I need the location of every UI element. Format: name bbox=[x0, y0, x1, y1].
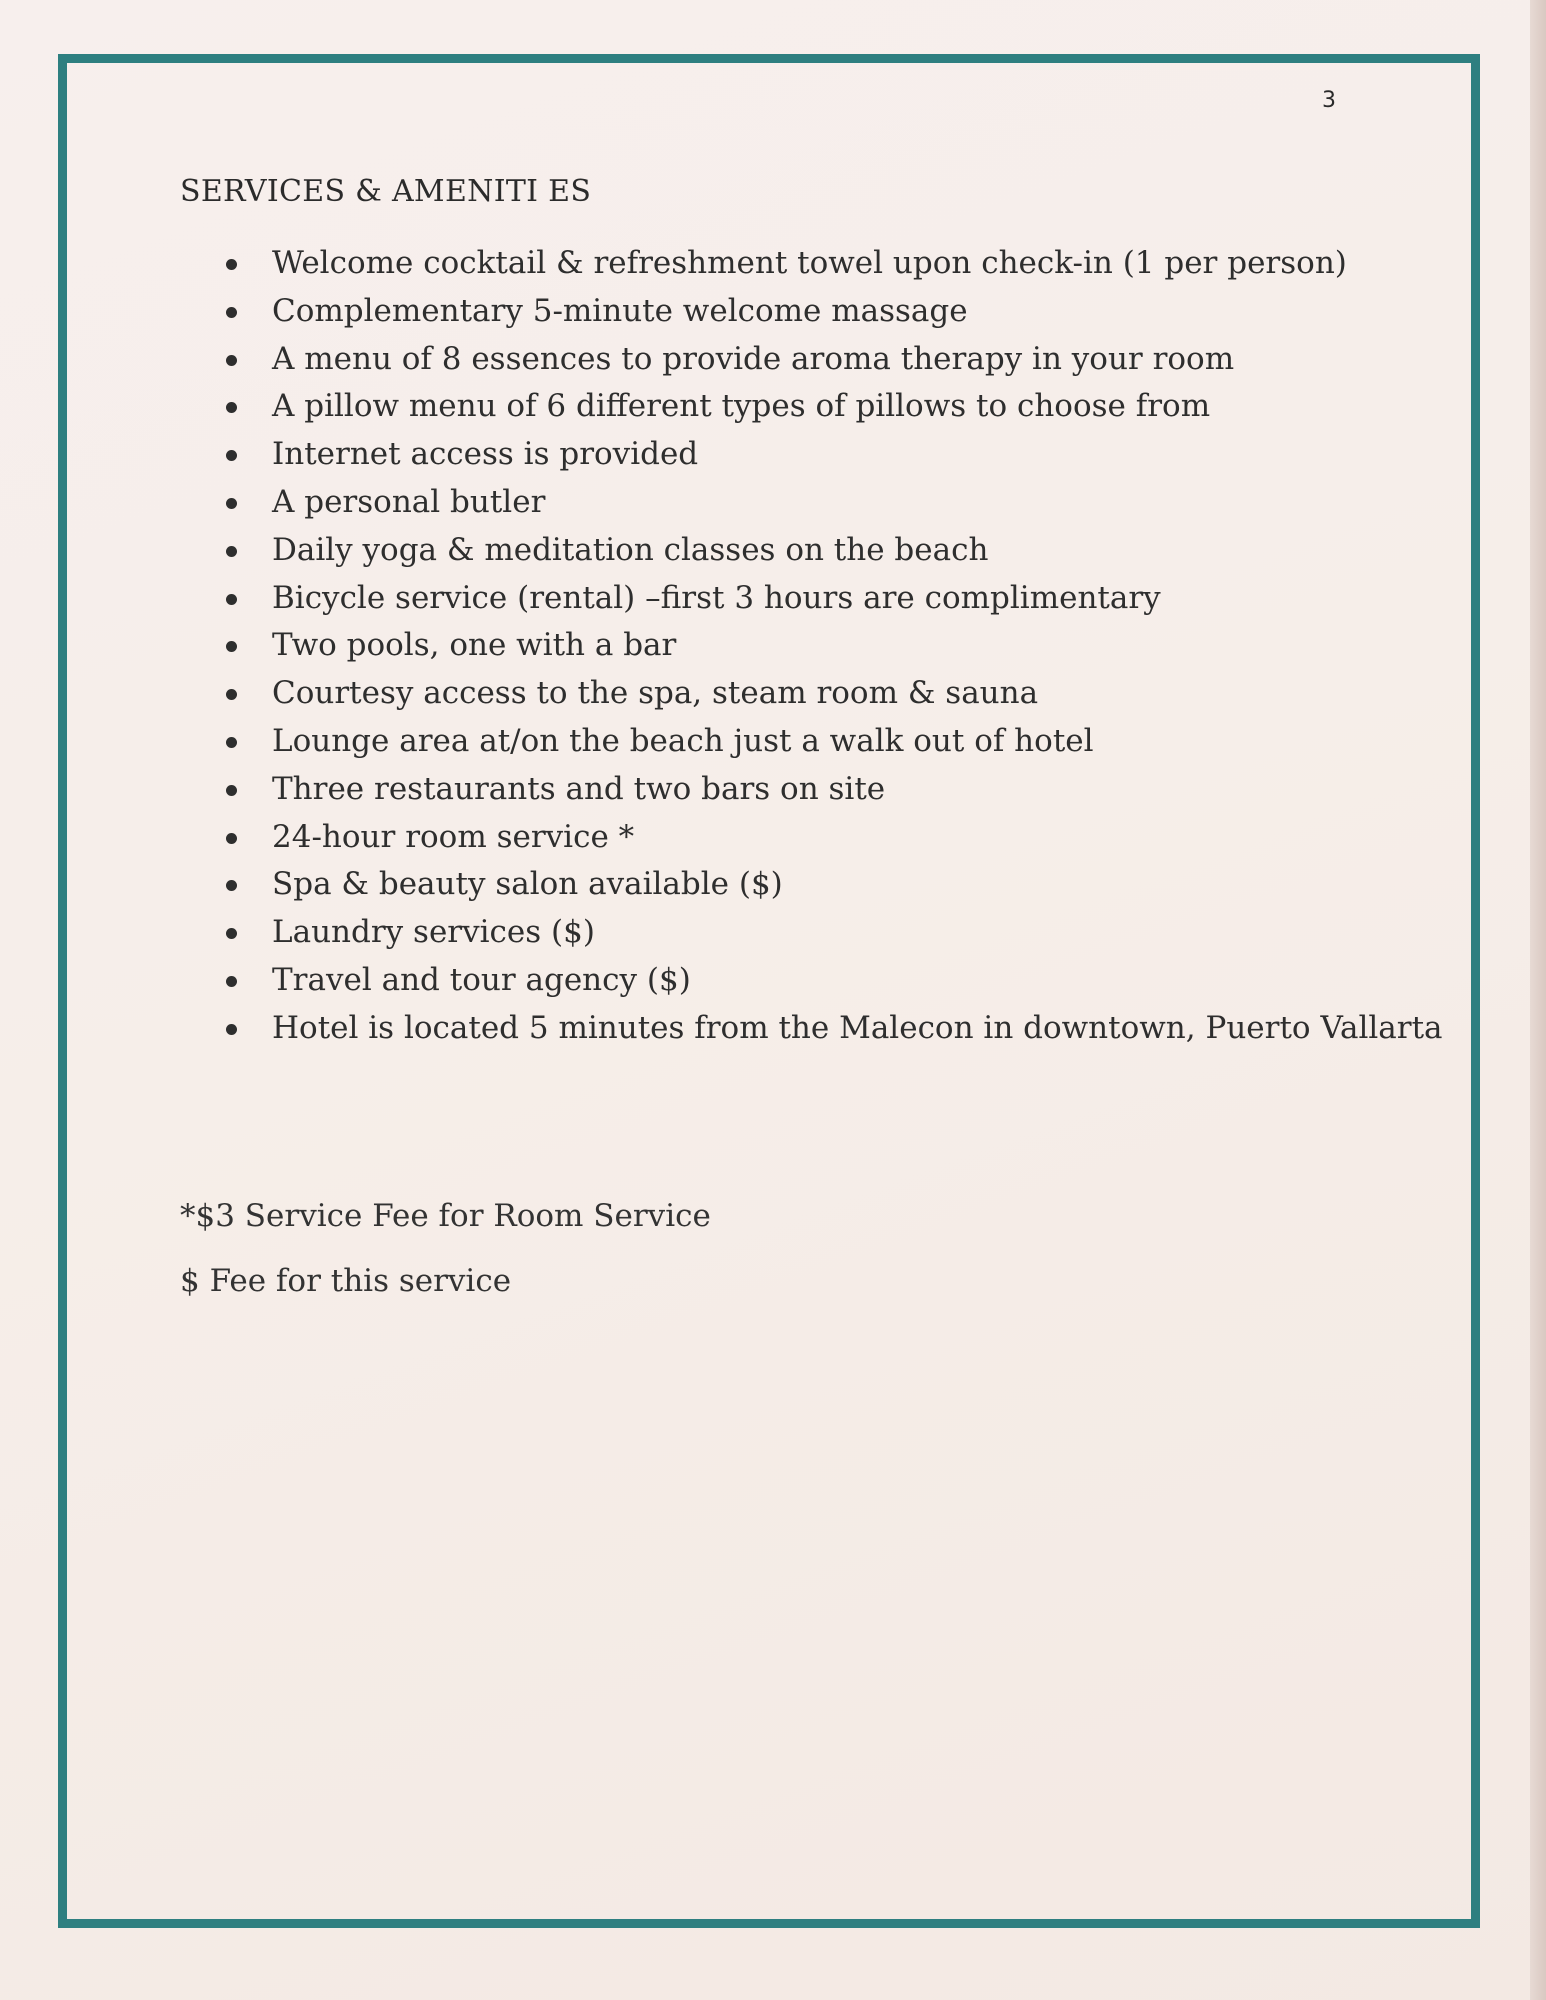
bullet-icon bbox=[226, 1024, 237, 1035]
bullet-icon bbox=[226, 976, 237, 987]
amenity-item bbox=[224, 1005, 1443, 1053]
amenity-text: Courtesy access to the spa, steam room & sauna bbox=[272, 675, 1039, 712]
bullet-icon bbox=[226, 689, 237, 700]
page-edge bbox=[1530, 0, 1546, 2000]
amenity-item bbox=[224, 909, 1443, 957]
amenity-item bbox=[224, 861, 1443, 909]
bullet-icon bbox=[226, 307, 237, 318]
amenity-text: Travel and tour agency ($) bbox=[272, 961, 691, 998]
amenity-text: A personal butler bbox=[272, 483, 546, 520]
amenities-list bbox=[224, 240, 1443, 1053]
amenity-item bbox=[224, 527, 1443, 575]
amenity-text: Welcome cocktail & refreshment towel upon check-in (1 per person) bbox=[272, 245, 1347, 281]
bullet-icon bbox=[226, 402, 237, 413]
bullet-icon bbox=[226, 833, 237, 844]
amenity-text: A menu of 8 essences to provide aroma therapy in your room bbox=[272, 340, 1235, 377]
amenity-item bbox=[224, 336, 1443, 384]
amenity-text: Hotel is located 5 minutes from the Malecon in downtown, Puerto Vallarta bbox=[272, 1009, 1443, 1046]
room-service-fee-note: *$3 Service Fee for Room Service bbox=[180, 1198, 711, 1234]
bullet-icon bbox=[226, 928, 237, 939]
amenity-item bbox=[224, 814, 1443, 862]
amenity-text: Bicycle service (rental) –first 3 hours are complimentary bbox=[272, 579, 1161, 616]
amenity-item bbox=[224, 288, 1443, 336]
amenity-item bbox=[224, 766, 1443, 814]
amenity-item bbox=[224, 957, 1443, 1005]
amenity-text: Two pools, one with a bar bbox=[272, 627, 677, 664]
amenity-text: Spa & beauty salon available ($) bbox=[272, 866, 783, 903]
amenity-item bbox=[224, 670, 1443, 718]
amenity-item bbox=[224, 718, 1443, 766]
amenity-item bbox=[224, 431, 1443, 479]
bullet-icon bbox=[226, 546, 237, 557]
bullet-icon bbox=[226, 594, 237, 605]
bullet-icon bbox=[226, 450, 237, 461]
bullet-icon bbox=[226, 498, 237, 509]
amenity-item bbox=[224, 622, 1443, 670]
bullet-icon bbox=[226, 737, 237, 748]
amenity-text: A pillow menu of 6 different types of pillows to choose from bbox=[272, 388, 1211, 425]
amenity-text: Lounge area at/on the beach just a walk out of hotel bbox=[272, 722, 1094, 759]
amenity-text: Complementary 5-minute welcome massage bbox=[272, 292, 968, 329]
amenity-text: 24-hour room service * bbox=[272, 818, 635, 855]
amenity-text: Laundry services ($) bbox=[272, 914, 595, 951]
amenity-item bbox=[224, 479, 1443, 527]
fee-legend-note: $ Fee for this service bbox=[180, 1263, 512, 1299]
bullet-icon bbox=[226, 259, 237, 270]
bullet-icon bbox=[226, 785, 237, 796]
amenity-text: Three restaurants and two bars on site bbox=[272, 770, 886, 807]
bullet-icon bbox=[226, 641, 237, 652]
bullet-icon bbox=[226, 880, 237, 891]
amenity-text: Internet access is provided bbox=[272, 436, 699, 473]
amenity-item bbox=[224, 240, 1443, 288]
bullet-icon bbox=[226, 355, 237, 366]
amenity-item bbox=[224, 575, 1443, 623]
amenity-text: Daily yoga & meditation classes on the beach bbox=[272, 531, 989, 568]
page-number: 3 bbox=[1322, 88, 1336, 113]
amenity-item bbox=[224, 383, 1443, 431]
section-title: SERVICES & AMENITI ES bbox=[180, 174, 592, 209]
